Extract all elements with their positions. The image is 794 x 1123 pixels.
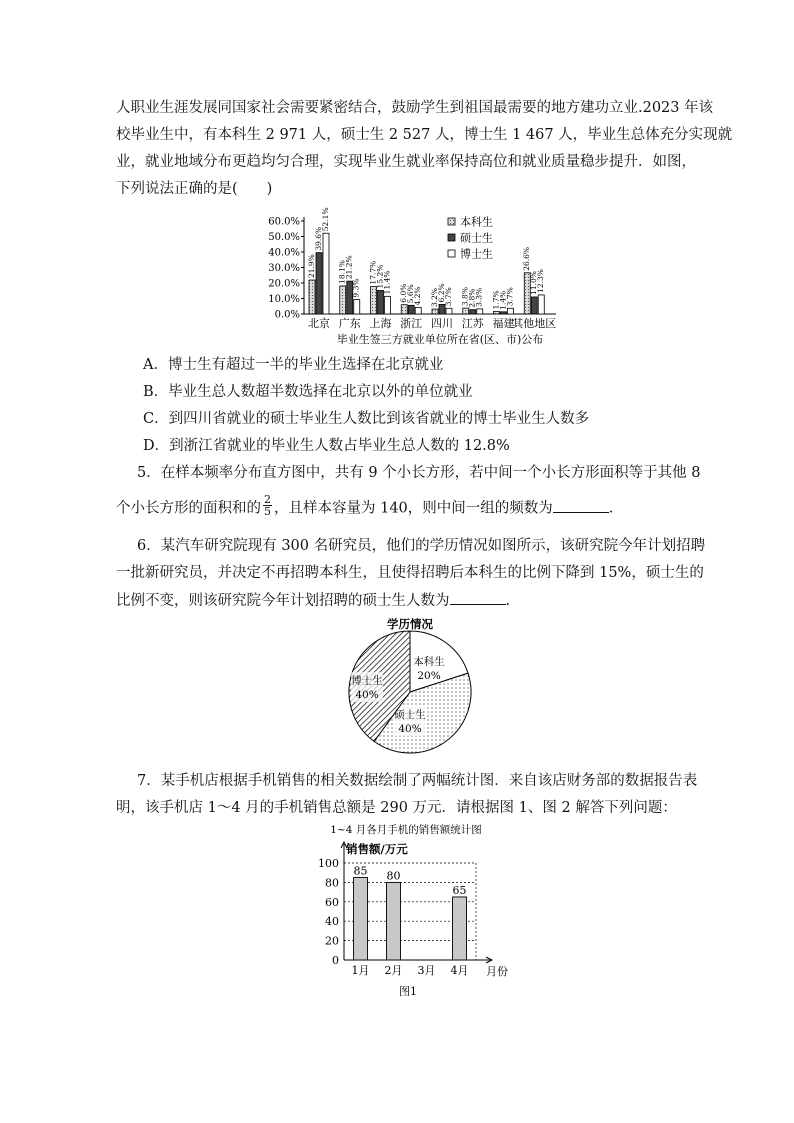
x-category-label: 江苏 xyxy=(461,317,484,330)
x-category-label: 4月 xyxy=(450,964,469,977)
pie-slice-name: 博士生 xyxy=(351,675,383,687)
bar-博士生 xyxy=(354,300,360,314)
q6-answer-blank[interactable] xyxy=(450,590,506,605)
bar-value-label: 3.3% xyxy=(474,287,484,307)
bar-硕士生 xyxy=(501,312,507,314)
bar-value-label: 17.7% xyxy=(368,260,378,285)
x-axis-title: 毕业生签三方就业单位所在省(区、市)公布 xyxy=(336,333,544,346)
option-c: C．到四川省就业的硕士毕业生人数比到该省就业的博士毕业生人数多 xyxy=(143,411,590,427)
bar-value-label: 85 xyxy=(353,864,368,878)
bar-本科生 xyxy=(494,311,500,314)
bar-博士生 xyxy=(477,309,483,314)
q6-end: . xyxy=(505,593,511,609)
bar-value-label: 80 xyxy=(386,869,401,883)
sales-bar xyxy=(387,882,401,960)
bar-value-label: 3.2% xyxy=(430,287,439,308)
bar-本科生 xyxy=(401,305,407,314)
sales-bar xyxy=(354,878,368,960)
pie-title: 学历情况 xyxy=(387,617,433,631)
y-tick-label: 100 xyxy=(318,857,339,870)
bar-博士生 xyxy=(323,233,329,314)
legend-label: 本科生 xyxy=(460,215,493,229)
bar-value-label: 11.4% xyxy=(382,270,392,295)
bar-value-label: 39.6% xyxy=(314,226,323,251)
intro-line-2: 校毕业生中，有本科生 2 971 人，硕士生 2 527 人，博士生 1 467 人，毕业生总体充分实现就 xyxy=(116,127,733,143)
q5-fraction xyxy=(263,494,272,517)
q7-line-1: 7．某手机店根据手机销售的相关数据绘制了两幅统计图．来自该店财务部的数据报告表 xyxy=(137,773,698,789)
y-tick-label: 40.0% xyxy=(268,247,300,259)
option-b: B．毕业生总人数超半数选择在北京以外的单位就业 xyxy=(143,384,473,400)
q5-fraction-numerator: 2 xyxy=(264,493,271,506)
x-category-label: 上海 xyxy=(369,317,392,330)
bar-value-label: 21.9% xyxy=(307,254,316,279)
y-tick-label: 10.0% xyxy=(268,294,300,305)
x-category-label: 1月 xyxy=(351,964,370,977)
legend-label: 硕士生 xyxy=(460,231,493,245)
option-a: A．博士生有超过一半的毕业生选择在北京就业 xyxy=(143,357,444,373)
bar-value-label: 3.8% xyxy=(460,287,470,307)
bar-博士生 xyxy=(446,308,452,314)
x-category-label: 北京 xyxy=(308,317,330,330)
q5-text-b: ，且样本容量为 140，则中间一组的频数为 xyxy=(274,500,553,517)
pie-slice-name: 本科生 xyxy=(413,656,445,668)
y-tick-label: 0.0% xyxy=(274,309,300,321)
bar-value-label: 4.2% xyxy=(413,286,423,306)
y-tick-label: 50.0% xyxy=(268,232,300,243)
bar-硕士生 xyxy=(531,297,537,314)
bar-value-label: 5.6% xyxy=(406,284,416,304)
q5-end: . xyxy=(608,500,614,517)
y-tick-label: 40 xyxy=(325,915,339,929)
q5-answer-blank[interactable] xyxy=(553,498,609,513)
y-tick-label: 0 xyxy=(332,954,339,967)
bar-value-label: 21.2% xyxy=(344,255,354,280)
monthly-sales-chart xyxy=(296,820,526,1006)
bar-博士生 xyxy=(415,307,421,314)
q6-line-2: 一批新研究员，并决定不再招聘本科生，且使得招聘后本科生的比例下降到 15%，硕士生的 xyxy=(116,565,704,581)
q6-text: 比例不变，则该研究院今年计划招聘的硕士生人数为 xyxy=(116,593,450,609)
q5-fraction-denominator: 5 xyxy=(264,505,271,518)
bar-硕士生 xyxy=(408,305,414,314)
pie-slice-value: 20% xyxy=(417,670,441,682)
bar-博士生 xyxy=(508,308,514,314)
q5-text-a: 个小长方形的面积和的 xyxy=(116,500,261,517)
legend-swatch-硕士生 xyxy=(448,234,455,241)
bar-value-label: 11.0% xyxy=(529,271,539,295)
y-tick-label: 60.0% xyxy=(268,216,300,228)
q5-line-1: 5．在样本频率分布直方图中，共有 9 个小长方形，若中间一个小长方形面积等于其他 8 xyxy=(137,465,701,481)
x-category-label: 3月 xyxy=(417,964,436,977)
graduate-employment-chart xyxy=(260,204,570,350)
pie-slice-value: 40% xyxy=(355,689,379,701)
legend-label: 博士生 xyxy=(460,247,493,261)
y-tick-label: 20 xyxy=(325,934,339,948)
bar-value-label: 9.3% xyxy=(351,278,361,298)
q5-line-2 xyxy=(116,493,614,520)
education-pie-chart xyxy=(330,614,490,758)
bar-本科生 xyxy=(371,287,377,314)
bar-value-label: 3.7% xyxy=(444,287,453,307)
bar-value-label: 12.3% xyxy=(536,269,546,293)
legend-swatch-博士生 xyxy=(448,250,455,257)
bar-硕士生 xyxy=(470,310,476,314)
x-category-label: 广东 xyxy=(338,317,361,330)
x-axis-title: 月份 xyxy=(486,965,508,978)
pie-slice-name: 硕士生 xyxy=(394,709,426,721)
intro-line-3: 业，就业地域分布更趋均匀合理，实现毕业生就业率保持高位和就业质量稳步提升．如图， xyxy=(116,154,696,170)
bar-value-label: 65 xyxy=(452,883,467,897)
q6-line-1: 6．某汽车研究院现有 300 名研究员，他们的学历情况如图所示，该研究院今年计划招聘 xyxy=(137,538,706,554)
bar-value-label: 52.1% xyxy=(321,207,330,232)
x-category-label: 其他地区 xyxy=(512,317,557,330)
bar-value-label: 6.0% xyxy=(399,283,409,303)
x-category-label: 浙江 xyxy=(400,317,423,330)
intro-line-1: 人职业生涯发展同国家社会需要紧密结合，鼓励学生到祖国最需要的地方建功立业.2023 年该 xyxy=(116,100,714,116)
legend-swatch-本科生 xyxy=(448,218,455,225)
x-category-label: 福建 xyxy=(492,317,515,330)
intro-line-4: 下列说法正确的是( ) xyxy=(116,181,273,197)
y-tick-label: 80 xyxy=(325,876,339,890)
bar-value-label: 1.4% xyxy=(498,290,508,310)
bar-value-label: 26.6% xyxy=(522,246,532,271)
option-d: D．到浙江省就业的毕业生人数占毕业生总人数的 12.8% xyxy=(143,438,510,454)
chart-title: 1~4 月各月手机的销售额统计图 xyxy=(330,824,482,836)
bar-博士生 xyxy=(538,295,544,314)
y-tick-label: 20.0% xyxy=(268,278,300,290)
bar-博士生 xyxy=(385,296,391,314)
bar-本科生 xyxy=(463,308,469,314)
y-axis-title: 销售额/万元 xyxy=(346,842,408,856)
pie-slice-value: 40% xyxy=(398,723,422,735)
bar-value-label: 2.8% xyxy=(467,288,477,308)
x-category-label: 2月 xyxy=(384,964,403,977)
bar-本科生 xyxy=(340,286,346,314)
bar-硕士生 xyxy=(316,253,322,314)
bar-value-label: 1.7% xyxy=(491,290,501,310)
bar-本科生 xyxy=(432,309,438,314)
bar-value-label: 6.2% xyxy=(437,283,446,303)
bar-本科生 xyxy=(309,280,315,314)
sales-bar xyxy=(453,897,467,960)
bar-value-label: 18.1% xyxy=(337,260,347,284)
q7-line-2: 明，该手机店 1～4 月的手机销售总额是 290 万元．请根据图 1、图 2 解答下列问题： xyxy=(116,800,677,816)
y-tick-label: 60 xyxy=(325,895,339,909)
bar-value-label: 15.2% xyxy=(375,264,385,289)
x-category-label: 四川 xyxy=(431,317,453,330)
figure-caption: 图1 xyxy=(399,985,417,998)
bar-value-label: 3.7% xyxy=(505,287,515,307)
y-tick-label: 30.0% xyxy=(268,263,300,274)
q6-line-3 xyxy=(116,590,510,611)
